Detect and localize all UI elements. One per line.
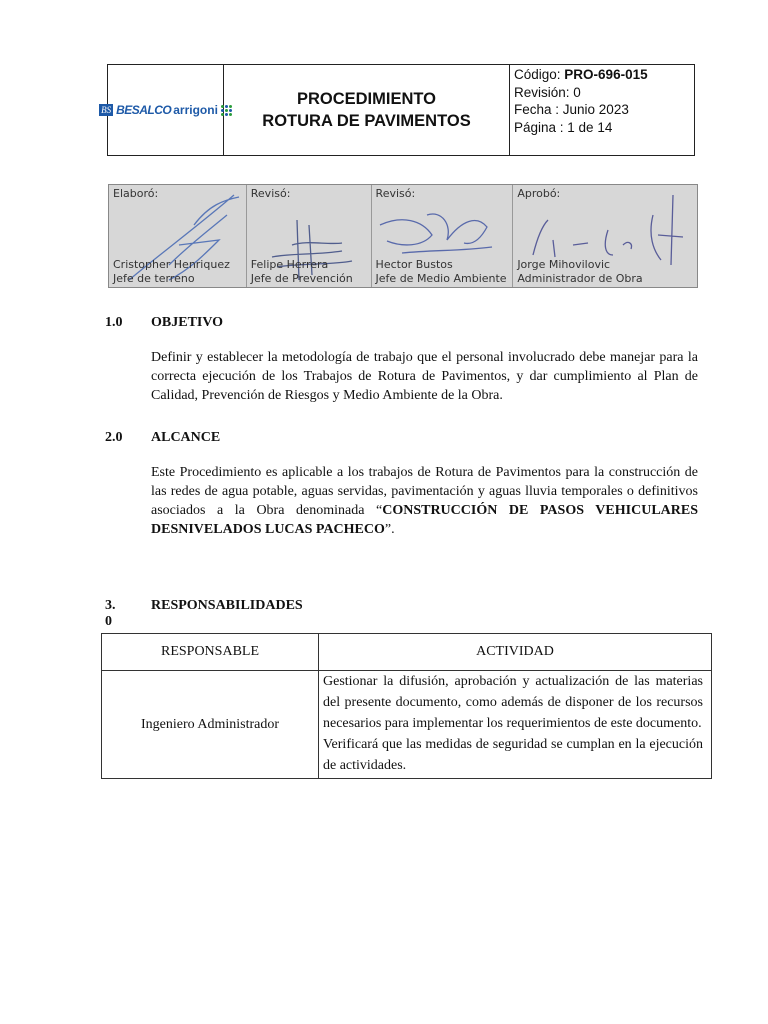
sig-position: Jefe de Prevención [250,272,353,285]
document-header [101,64,695,156]
objetivo-paragraph: Definir y establecer la metodología de trabajo que el personal involucrado debe manejar para la correcta ejecución de los Trabajos de Rotura de Pavimentos, y dar cumplimiento al Plan de Calidad, Prevención de Riesgos y Medio Ambiente de la Obra. [151,350,698,403]
logo-arrigoni: arrigoni [173,103,218,117]
sig-position: Administrador de Obra [517,272,643,285]
logo-dots-icon [221,105,232,116]
sig-role: Revisó: [250,187,291,200]
column-header-responsable: RESPONSABLE [102,634,319,671]
codigo-value: PRO-696-015 [564,67,648,82]
document-info [510,65,695,156]
logo-besalco: BESALCO [116,103,172,117]
document-title [224,65,510,156]
sig-name: Felipe Herrera [250,258,329,271]
signature-reviso-1 [247,185,372,287]
codigo-line [514,66,694,84]
sig-name: Cristopher Henriquez [113,258,230,271]
sig-role: Aprobó: [517,187,561,200]
sig-position: Jefe de terreno [113,272,195,285]
sig-position: Jefe de Medio Ambiente [375,272,507,285]
section-alcance-text [151,463,698,539]
project-name: CONSTRUCCIÓN DE PASOS VEHICULARES DESNIVELADOS LUCAS PACHECO [151,503,698,537]
section-number: 1.0 [105,315,123,330]
signature-aprobo [513,185,697,287]
section-title: ALCANCE [151,430,221,445]
company-logo [101,65,223,155]
actividad-item-1: Gestionar la difusión, aprobación y actualización de las materias del presente documento, como además de disponer de los recursos necesarios para implementar los requerimientos de este documento. [323,674,703,731]
cell-actividad [319,671,712,779]
fecha-line: Fecha : Junio 2023 [514,102,629,117]
table-header-row [102,634,712,671]
responsibilities-table [101,633,712,779]
sig-role: Revisó: [375,187,416,200]
revision-line: Revisión: 0 [514,84,581,100]
logo-mark: BS [101,105,112,115]
signature-block [108,184,698,288]
sig-role: Elaboró: [113,187,159,200]
section-title: RESPONSABILIDADES [151,598,303,613]
section-number: 3. 0 [105,598,116,629]
codigo-label: Código: [514,67,565,82]
section-title: OBJETIVO [151,315,224,330]
signature-reviso-2 [372,185,514,287]
title-line-1: PROCEDIMIENTO [296,90,437,108]
table-row [102,671,712,779]
alcance-text-end: ”. [384,522,395,537]
sig-name: Hector Bustos [375,258,453,271]
section-number: 2.0 [105,430,123,445]
actividad-item-2: Verificará que las medidas de seguridad se cumplan en la ejecución de actividades. [323,737,703,773]
logo-cell [101,65,224,156]
sig-name: Jorge Mihovilovic [517,258,611,271]
alcance-text-start: Este Procedimiento es aplicable a los trabajos de Rotura de Pavimentos para la construcción de las redes de agua potable, aguas servidas, pavimentación y aguas lluvia temporales o definitivos asociados a la Obra denominada “ [151,465,698,518]
column-header-actividad: ACTIVIDAD [319,634,712,671]
pagina-line: Página : 1 de 14 [514,119,613,135]
section-objetivo-text [151,348,698,405]
cell-responsable: Ingeniero Administrador [102,671,319,779]
title-line-2: ROTURA DE PAVIMENTOS [262,112,471,130]
signature-elaboro [109,185,247,287]
alcance-paragraph [151,463,698,539]
